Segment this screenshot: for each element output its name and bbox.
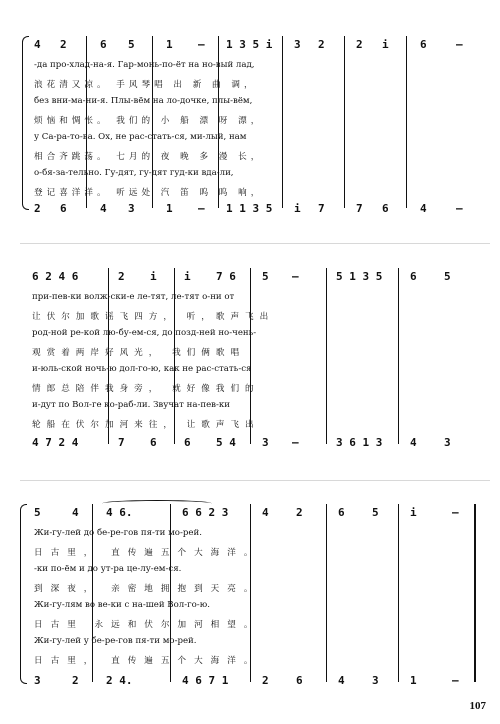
note: 5 [444, 270, 451, 283]
lyric-line: -да про-хлад-на-я. Гар-монь-по-ёт на но-вый лад, [34, 60, 255, 70]
note: 3 [262, 436, 269, 449]
note: 6 [150, 436, 157, 449]
note: 2 [318, 38, 325, 51]
system-1 [0, 28, 500, 218]
bottom-staff [0, 202, 500, 218]
note: 7 [318, 202, 325, 215]
note: 6 [184, 436, 191, 449]
lyric-line: 相合齐跳荡。 七月的 夜 晚 多 漫 长， [34, 152, 264, 162]
note: 3 [128, 202, 135, 215]
lyric-line: 烦恼和惆怅。 我们的 小 船 漂 呀 漂， [34, 116, 264, 126]
note: – [198, 202, 205, 215]
page-number: 107 [469, 700, 486, 712]
note: 6 [338, 506, 345, 519]
note: i [382, 38, 389, 51]
note: 4 [420, 202, 427, 215]
note: 2 [262, 674, 269, 687]
note: 6 2 4 6 [32, 270, 79, 283]
note: 1 [166, 202, 173, 215]
note: 3 6 1 3 [336, 436, 383, 449]
note: 1 [166, 38, 173, 51]
note: 5 [34, 506, 41, 519]
slur [102, 500, 212, 507]
note: 4 [410, 436, 417, 449]
note: 1 1 3 5 [226, 202, 273, 215]
lyric-line: и-юль-ской ночь-ю дол-го-ю, как не рас-стать-ся [32, 364, 252, 374]
note: 6 6 2 3 [182, 506, 229, 519]
lyric-line: 轮船在伏尔加河来往， 让歌声飞出 [32, 420, 260, 430]
bottom-staff [0, 674, 500, 690]
note: 2 [72, 674, 79, 687]
lyric-line: 让伏尔加歌谣飞四方， 听，歌声飞出 [32, 312, 275, 322]
note: 4 6 7 1 [182, 674, 229, 687]
note: 5 [372, 506, 379, 519]
note: i [150, 270, 157, 283]
note: – [452, 674, 459, 687]
note: 1 [410, 674, 417, 687]
note: – [292, 270, 299, 283]
note: i [294, 202, 301, 215]
note: 3 [444, 436, 451, 449]
bottom-staff [0, 436, 500, 452]
lyric-line: 观赏着两岸好风光， 我们俩歌唱 [32, 348, 246, 358]
note: 2 [296, 506, 303, 519]
note: – [452, 506, 459, 519]
lyric-line: 浪花清又凉。 手风琴唱 出 新 曲 调， [34, 80, 257, 90]
note: 7 [356, 202, 363, 215]
note: 4 [72, 506, 79, 519]
note: 6 [296, 674, 303, 687]
note: 4 [100, 202, 107, 215]
system-3 [0, 498, 500, 698]
lyric-line: без вни-ма-ни-я. Плы-вём на ло-дочке, плы-вём, [34, 96, 253, 106]
note: i [410, 506, 417, 519]
divider [20, 480, 490, 481]
note: – [456, 202, 463, 215]
system-2 [0, 262, 500, 462]
note: 5 [262, 270, 269, 283]
note: 5 [128, 38, 135, 51]
note: 1 3 5 i [226, 38, 273, 51]
note: – [292, 436, 299, 449]
note: 2 [60, 38, 67, 51]
lyric-line: 日古里 永远和伏尔加河相望。 [34, 620, 261, 630]
note: 3 [372, 674, 379, 687]
top-staff [0, 38, 500, 54]
note: 7 6 [216, 270, 236, 283]
lyric-line: Жи-гу-лей до бе-ре-гов пя-ти мо-рей. [34, 528, 202, 538]
note: 2 [356, 38, 363, 51]
note: 4 [262, 506, 269, 519]
note: 4 7 2 4 [32, 436, 79, 449]
note: i [184, 270, 191, 283]
lyric-line: род-ной ре-кой лю-бу-ем-ся, до позд-ней но-чень- [32, 328, 257, 338]
lyric-line: и-дут по Вол-ге ко-раб-ли. Звучат на-пев-ки [32, 400, 231, 410]
lyric-line: 情郎总陪伴我身旁， 就好像我们的 [32, 384, 260, 394]
note: 2 [118, 270, 125, 283]
note: 6 [410, 270, 417, 283]
lyric-line: 日古里， 直传遍五个大海洋。 [34, 656, 261, 666]
note: 3 [34, 674, 41, 687]
lyric-line: при-пев-ки волж-ски-е ле-тят, ле-тят о-ни от [32, 292, 235, 302]
note: 5 4 [216, 436, 236, 449]
note: 4 [338, 674, 345, 687]
lyric-line: 登记喜洋洋。 听远处 汽 笛 呜 呜 响， [34, 188, 264, 198]
lyric-line: -ки по-ём и до ут-ра це-лу-ем-ся. [34, 564, 182, 574]
lyric-line: 日古里， 直传遍五个大海洋。 [34, 548, 261, 558]
note: 5 1 3 5 [336, 270, 383, 283]
note: – [456, 38, 463, 51]
note: 2 4. [106, 674, 133, 687]
note: – [198, 38, 205, 51]
note: 4 [34, 38, 41, 51]
note: 7 [118, 436, 125, 449]
lyric-line: Жи-гу-лей у бе-ре-гов пя-ти мо-рей. [34, 636, 197, 646]
note: 6 [420, 38, 427, 51]
note: 6 [382, 202, 389, 215]
lyric-line: Жи-гу-лям во ве-ки с на-шей Вол-го-ю. [34, 600, 210, 610]
lyric-line: о-бя-за-тельно. Гу-дят, гу-дят гуд-ки вда-ли, [34, 168, 234, 178]
note: 4 6. [106, 506, 133, 519]
divider [20, 243, 490, 244]
note: 6 [100, 38, 107, 51]
note: 2 [34, 202, 41, 215]
lyric-line: 到深夜， 亲密地拥抱到天亮。 [34, 584, 261, 594]
note: 3 [294, 38, 301, 51]
lyric-line: у Са-ра-то-ва. Ох, не рас-стать-ся, ми-лый, нам [34, 132, 247, 142]
note: 6 [60, 202, 67, 215]
